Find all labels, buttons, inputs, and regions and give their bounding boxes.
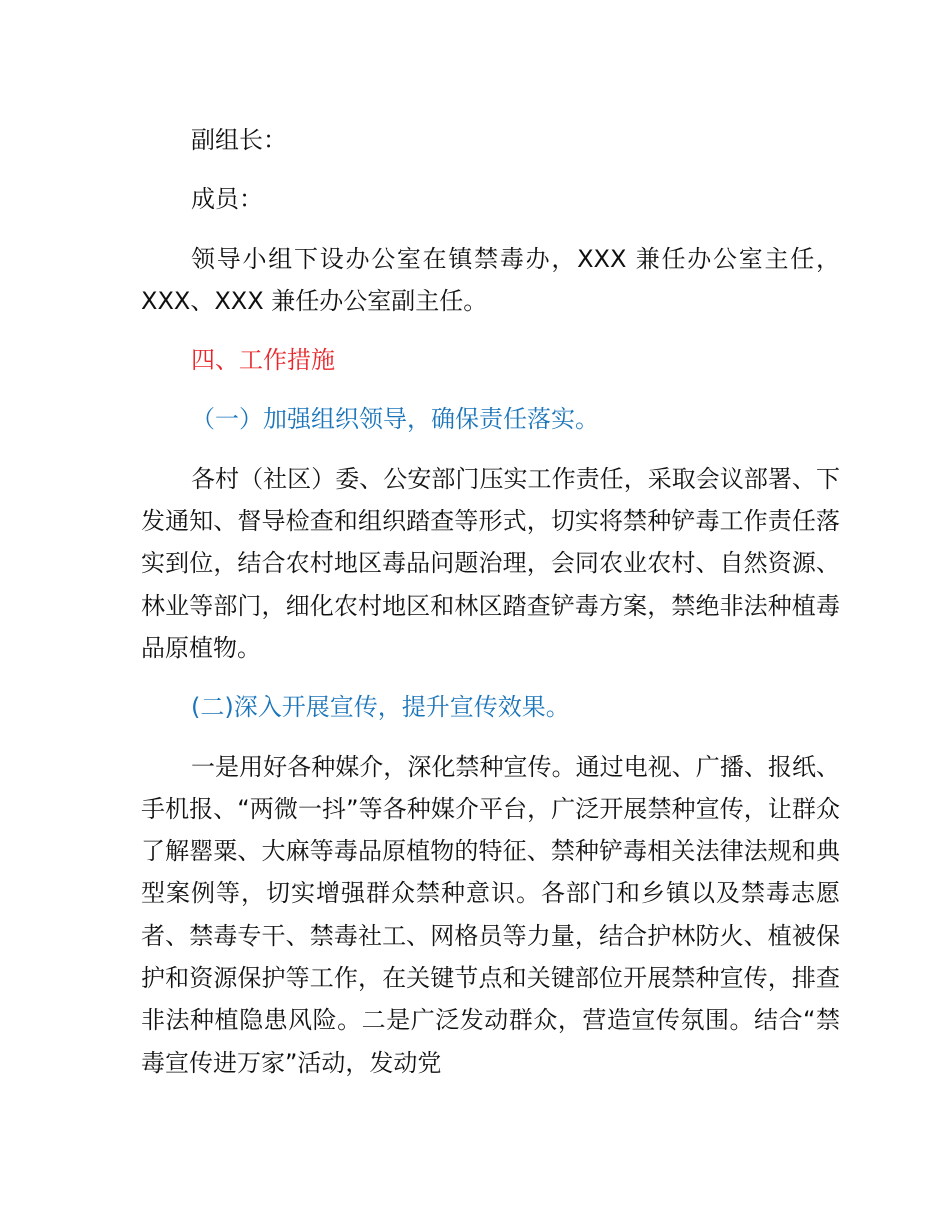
section-heading: 四、工作措施 bbox=[191, 346, 335, 375]
office-paragraph: 领导小组下设办公室在镇禁毒办，XXX 兼任办公室主任，XXX、XXX 兼任办公室副主任。 bbox=[141, 244, 840, 315]
subsection-heading-2: (二)深入开展宣传，提升宣传效果。 bbox=[191, 693, 570, 722]
subsection-body-1: 各村（社区）委、公安部门压实工作责任，采取会议部署、下发通知、督导检查和组织踏查等形式，切实将禁种铲毒工作责任落实到位，结合农村地区毒品问题治理，会同农业农村、自然资源、林业等部门，细化农村地区和林区踏查铲毒方案，禁绝非法种植毒品原植物。 bbox=[141, 464, 840, 662]
subsection-body-2: 一是用好各种媒介，深化禁种宣传。通过电视、广播、报纸、手机报、“两微一抖”等各种媒介平台，广泛开展禁种宣传，让群众了解罂粟、大麻等毒品原植物的特征、禁种铲毒相关法律法规和典型案例等，切实增强群众禁种意识。各部门和乡镇以及禁毒志愿者、禁毒专干、禁毒社工、网格员等力量，结合护林防火、植被保护和资源保护等工作，在关键节点和关键部位开展禁种宣传，排查非法种植隐患风险。二是广泛发动群众，营造宣传氛围。结合“禁毒宣传进万家”活动，发动党 bbox=[141, 752, 840, 1077]
deputy-leader-line: 副组长： bbox=[191, 126, 287, 154]
members-line: 成员： bbox=[191, 185, 263, 214]
subsection-heading-1: （一）加强组织领导，确保责任落实。 bbox=[191, 405, 599, 434]
